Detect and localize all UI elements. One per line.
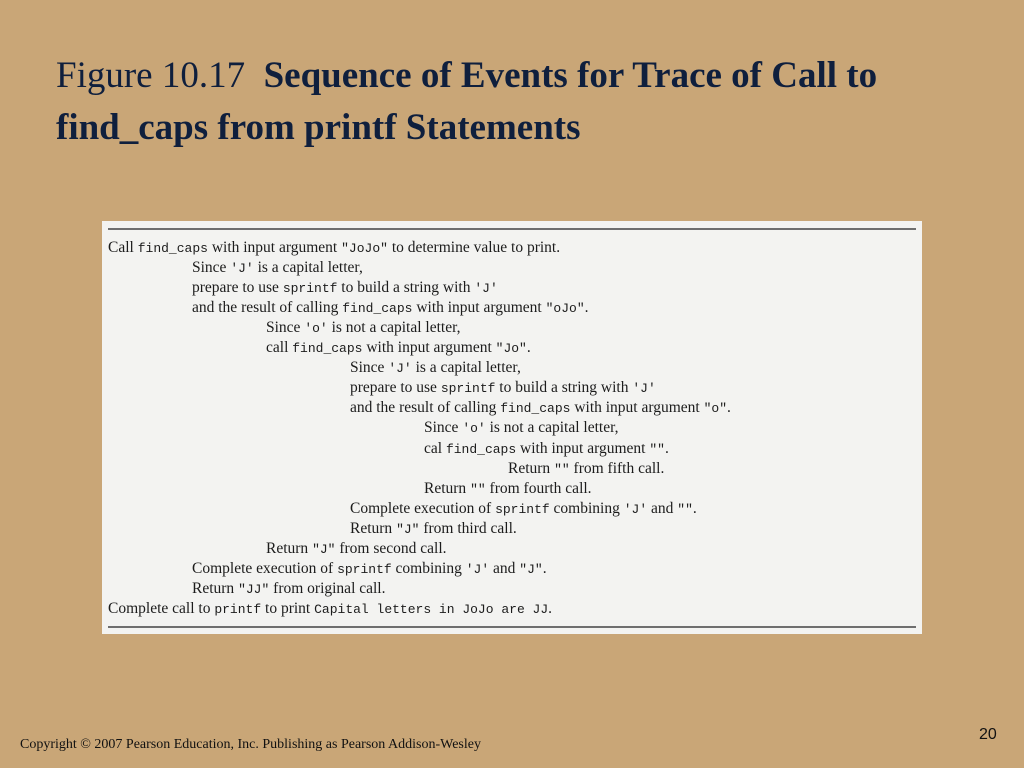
text-fragment: and xyxy=(489,559,520,577)
text-fragment: from fourth call. xyxy=(485,479,592,497)
text-fragment: cal xyxy=(424,439,446,457)
code-fragment: Capital letters in JoJo are JJ xyxy=(314,601,549,617)
code-fragment: "oJo" xyxy=(545,301,585,317)
trace-line xyxy=(192,579,386,600)
code-fragment: "J" xyxy=(396,521,420,537)
text-fragment: to print xyxy=(261,599,315,617)
text-fragment: . xyxy=(526,339,531,357)
text-fragment: Complete execution of xyxy=(192,559,338,577)
text-fragment: with input argument xyxy=(207,239,342,256)
trace-line xyxy=(350,378,656,399)
text-fragment: and the result of calling xyxy=(350,399,501,417)
trace-line xyxy=(424,439,669,460)
trace-line xyxy=(266,338,531,359)
text-fragment: Since xyxy=(266,319,305,337)
trace-line xyxy=(508,459,664,480)
bottom-rule xyxy=(108,626,916,628)
code-fragment: "Jo" xyxy=(495,341,527,357)
figure-number: Figure 10.17 xyxy=(56,55,246,96)
code-fragment: "J" xyxy=(519,561,543,577)
trace-line xyxy=(192,559,547,580)
code-fragment: find_caps xyxy=(137,241,208,256)
text-fragment: with input argument xyxy=(516,439,650,457)
text-fragment: . xyxy=(692,499,697,517)
text-fragment: with input argument xyxy=(362,339,496,357)
text-fragment: from third call. xyxy=(419,519,517,537)
text-fragment: Return xyxy=(508,459,555,477)
text-fragment: Return xyxy=(350,519,397,537)
text-fragment: and the result of calling xyxy=(192,299,343,317)
code-fragment: "o" xyxy=(703,401,728,417)
text-fragment: is not a capital letter, xyxy=(485,419,619,437)
code-fragment: find_caps xyxy=(292,341,363,357)
trace-line xyxy=(266,539,447,560)
text-fragment: to determine value to print. xyxy=(387,239,561,256)
code-fragment: "" xyxy=(470,481,486,497)
code-fragment: sprintf xyxy=(495,501,550,517)
trace-line xyxy=(350,519,517,540)
code-fragment: "" xyxy=(649,441,665,457)
code-fragment: "JJ" xyxy=(238,581,270,597)
text-fragment: is a capital letter, xyxy=(253,259,363,277)
text-fragment: with input argument xyxy=(412,299,546,317)
text-fragment: from second call. xyxy=(335,539,447,557)
text-fragment: prepare to use xyxy=(192,279,283,297)
trace-line xyxy=(424,479,592,500)
text-fragment: from fifth call. xyxy=(569,459,665,477)
code-fragment: 'J' xyxy=(230,261,254,277)
trace-line xyxy=(108,238,560,259)
text-fragment: is a capital letter, xyxy=(411,359,521,377)
code-fragment: sprintf xyxy=(440,381,496,397)
code-fragment: 'J' xyxy=(388,361,412,377)
text-fragment: Call xyxy=(108,239,138,256)
code-fragment: sprintf xyxy=(282,281,338,297)
code-fragment: "J" xyxy=(312,541,336,557)
text-fragment: Since xyxy=(350,359,389,377)
top-rule xyxy=(108,228,916,230)
text-fragment: and xyxy=(647,499,678,517)
text-fragment: Return xyxy=(192,579,239,597)
code-fragment: find_caps xyxy=(342,301,413,317)
code-fragment: "" xyxy=(677,501,693,517)
text-fragment: . xyxy=(548,599,553,617)
text-fragment: Since xyxy=(424,419,463,437)
code-fragment: find_caps xyxy=(500,401,571,417)
trace-line xyxy=(350,358,521,379)
trace-line xyxy=(266,318,461,339)
text-fragment: combining xyxy=(549,499,624,517)
slide-title xyxy=(56,50,956,154)
code-fragment: "" xyxy=(554,461,570,477)
code-fragment: find_caps xyxy=(445,441,517,457)
figure-panel xyxy=(102,221,922,634)
trace-line xyxy=(424,418,619,439)
code-fragment: 'o' xyxy=(304,321,328,337)
trace-line xyxy=(192,258,363,279)
figure-caption: Sequence of Events for Trace of Call to find_caps from printf Statements xyxy=(56,55,878,148)
code-fragment: sprintf xyxy=(337,561,392,577)
text-fragment: to build a string with xyxy=(495,379,633,397)
code-fragment: 'J' xyxy=(623,501,648,517)
trace-line xyxy=(350,398,731,419)
text-fragment: . xyxy=(727,399,731,417)
text-fragment: Since xyxy=(192,259,231,277)
page-number: 20 xyxy=(979,726,997,743)
text-fragment: to build a string with xyxy=(337,279,475,297)
code-fragment: printf xyxy=(214,601,262,617)
text-fragment: Return xyxy=(424,479,471,497)
text-fragment: Complete call to xyxy=(108,599,215,617)
text-fragment: with input argument xyxy=(570,399,704,417)
text-fragment: is not a capital letter, xyxy=(327,319,461,337)
code-fragment: 'J' xyxy=(465,561,490,577)
trace-line xyxy=(350,499,697,520)
code-fragment: 'J' xyxy=(474,281,498,297)
text-fragment: from original call. xyxy=(269,579,386,597)
code-fragment: 'J' xyxy=(632,381,656,397)
code-fragment: "JoJo" xyxy=(341,241,388,256)
trace-line xyxy=(108,599,552,620)
text-fragment: . xyxy=(584,299,589,317)
trace-line xyxy=(192,278,498,299)
text-fragment: . xyxy=(664,439,669,457)
text-fragment: Return xyxy=(266,539,313,557)
trace-line xyxy=(192,298,589,319)
text-fragment: combining xyxy=(391,559,466,577)
copyright-notice: Copyright © 2007 Pearson Education, Inc. Publishing as Pearson Addison-Wesley xyxy=(20,737,481,752)
text-fragment: prepare to use xyxy=(350,379,441,397)
text-fragment: Complete execution of xyxy=(350,499,496,517)
code-fragment: 'o' xyxy=(462,421,486,437)
text-fragment: call xyxy=(266,339,293,357)
text-fragment: . xyxy=(542,559,547,577)
